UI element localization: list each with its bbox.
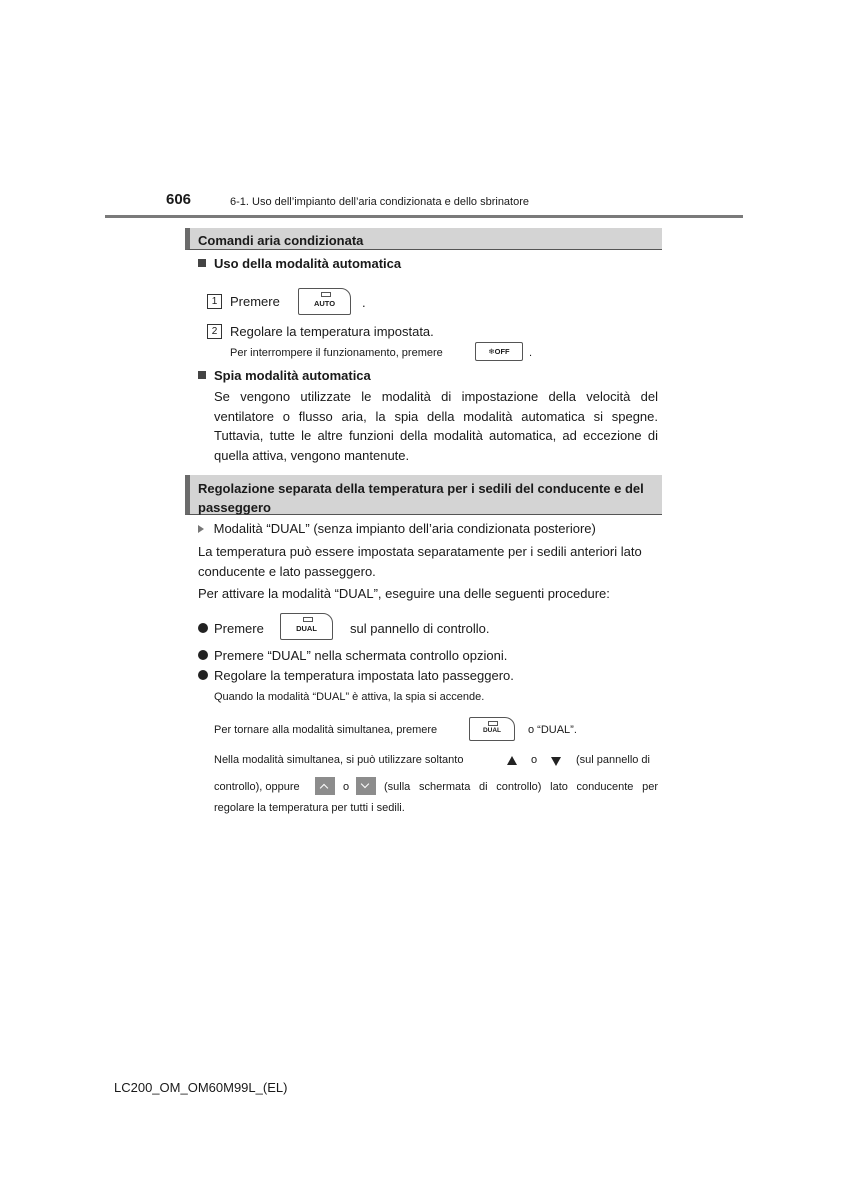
bullet1-text-post: sul pannello di controllo.	[350, 621, 490, 636]
indicator-led-icon	[488, 721, 498, 726]
auto-indicator-paragraph: Se vengono utilizzate le modalità di impostazione della velocità del ventilatore o flusso aria, la spia della modalità automatica si spegne. Tuttavia, tutte le altre funzioni della modalità automatica, ad eccezione di quella attiva, vengono mantenute.	[214, 389, 658, 463]
step2-text: Regolare la temperatura impostata.	[230, 324, 434, 339]
screen-up-button-icon	[315, 777, 335, 795]
bullet2-text: Premere “DUAL” nella schermata controllo opzioni.	[214, 648, 508, 663]
simultaneous-note-a: Nella modalità simultanea, si può utilizzare soltanto	[214, 754, 464, 766]
simultaneous-note-e: regolare la temperatura per tutti i sedili.	[214, 802, 405, 814]
simultaneous-note-or-2: o	[343, 781, 350, 793]
dual-paragraph-1: La temperatura può essere impostata separatamente per i sedili anteriori lato conducente e lato passeggero.	[198, 544, 642, 579]
stop-note: Per interrompere il funzionamento, premere	[230, 347, 443, 359]
arrow-right-icon	[198, 525, 204, 533]
running-title: 6-1. Uso dell’impianto dell’aria condizionata e dello sbrinatore	[230, 196, 530, 208]
auto-indicator-heading	[198, 368, 371, 383]
dual-button-label: DUAL	[482, 727, 502, 734]
fan-off-button-icon	[475, 342, 523, 361]
section-title-ac-controls: Comandi aria condizionata	[185, 228, 662, 250]
simultaneous-note-or: o	[531, 754, 538, 766]
temperature-up-icon	[507, 756, 517, 765]
off-button-label: ❄OFF	[488, 347, 510, 356]
auto-mode-heading-text: Uso della modalità automatica	[214, 256, 402, 271]
simultaneous-note-c: controllo), oppure	[214, 781, 300, 793]
step-number-1: 1	[207, 294, 222, 309]
dual-mode-item	[198, 519, 596, 539]
auto-mode-heading	[198, 256, 401, 271]
header-rule	[105, 215, 743, 218]
dual-button-label: DUAL	[296, 624, 317, 633]
dual-button-icon	[469, 717, 515, 741]
dual-note-return: Per tornare alla modalità simultanea, premere	[214, 724, 438, 736]
section-title-dual-temperature: Regolazione separata della temperatura per i sedili del conducente e del passeggero	[185, 475, 662, 515]
step1-text: Premere	[230, 294, 280, 309]
square-bullet-icon	[198, 259, 206, 267]
indicator-led-icon	[321, 292, 331, 297]
square-bullet-icon	[198, 371, 206, 379]
indicator-led-icon	[303, 617, 313, 622]
bullet-icon	[198, 670, 208, 680]
page-number: 606	[166, 191, 192, 208]
bullet-icon	[198, 650, 208, 660]
dual-note-return-end: o “DUAL”.	[528, 724, 577, 736]
auto-button-label: AUTO	[313, 299, 336, 308]
temperature-down-icon	[551, 757, 561, 766]
bullet3-text: Regolare la temperatura impostata lato passeggero.	[214, 668, 514, 683]
simultaneous-note-d: (sulla schermata di controllo) lato conducente per	[384, 781, 658, 793]
dual-button-icon	[280, 613, 333, 640]
dual-mode-item-text: Modalità “DUAL” (senza impianto dell’aria condizionata posteriore)	[213, 521, 596, 536]
simultaneous-note-b: (sul pannello di	[576, 754, 650, 766]
bullet-icon	[198, 623, 208, 633]
footer-code: LC200_OM_OM60M99L_(EL)	[114, 1080, 288, 1095]
screen-down-button-icon	[356, 777, 376, 795]
step1-end: .	[362, 295, 366, 310]
dual-paragraph-2: Per attivare la modalità “DUAL”, eseguire una delle seguenti procedure:	[198, 586, 610, 601]
auto-button-icon	[298, 288, 351, 315]
dual-note-indicator: Quando la modalità “DUAL” è attiva, la spia si accende.	[214, 691, 485, 703]
bullet1-text-pre: Premere	[214, 621, 264, 636]
auto-indicator-heading-text: Spia modalità automatica	[214, 368, 371, 383]
stop-note-end: .	[529, 347, 533, 359]
step-number-2: 2	[207, 324, 222, 339]
